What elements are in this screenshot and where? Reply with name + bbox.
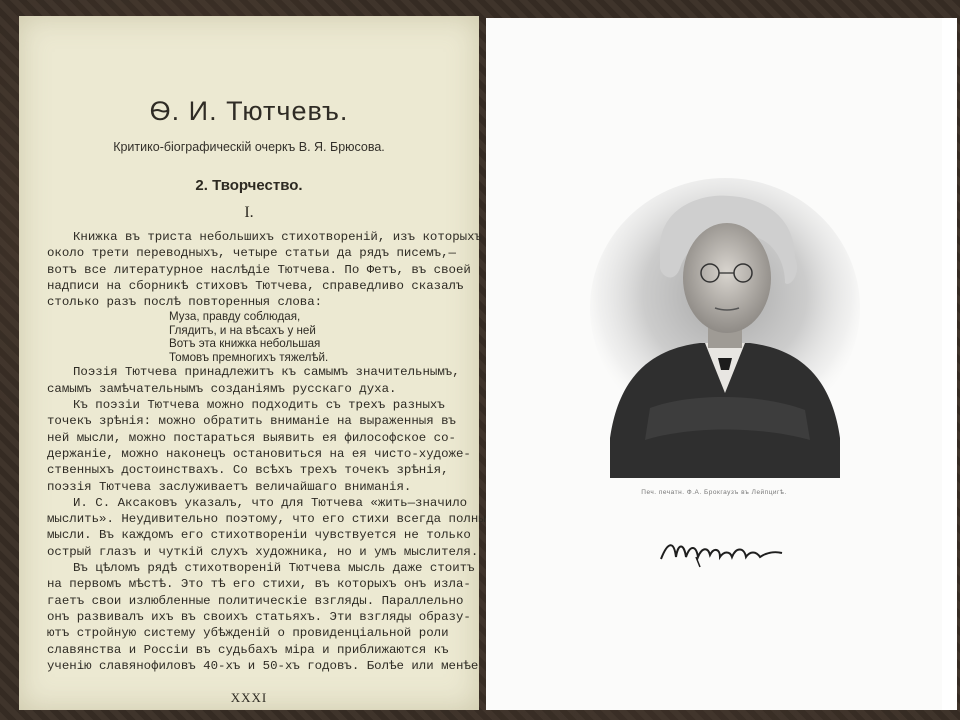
- page-subtitle: Критико-біографическій очеркъ В. Я. Брюсова.: [113, 140, 385, 154]
- text-line: вотъ все литературное наслѣдіе Тютчева. По Фетъ, въ своей: [47, 262, 471, 277]
- text-line: гаетъ свои излюбленные политическіе взгляды. Параллельно: [47, 593, 464, 608]
- text-line: столько разъ послѣ повторенныя слова:: [47, 295, 323, 310]
- text-line: ютъ стройную систему убѣжденій о провиденціальной роли: [47, 626, 449, 641]
- signature-image: [656, 533, 786, 573]
- text-line: точекъ зрѣнія: можно обратить вниманіе на выраженныя въ: [47, 414, 456, 429]
- text-line: ученію славянофиловъ 40-хъ и 50-хъ годовъ. Болѣе или менѣе: [47, 658, 479, 673]
- page-number: XXXI: [230, 690, 268, 705]
- text-line: И. С. Аксаковъ указалъ, что для Тютчева «жить—значило: [73, 495, 468, 510]
- verse-line: Вотъ эта книжка небольшая: [169, 337, 321, 351]
- text-line: Въ цѣломъ рядѣ стихотвореній Тютчева мысль даже стоитъ: [73, 561, 475, 576]
- verse-line: Томовъ премногихъ тяжелѣй.: [169, 350, 329, 364]
- portrait-engraving: [590, 178, 860, 478]
- text-line: острый глазъ и чуткій слухъ художника, но и умъ мыслителя.: [47, 544, 479, 559]
- text-line: Книжка въ триста небольшихъ стихотвореній, изъ которыхъ: [73, 230, 482, 244]
- text-line: Поэзія Тютчева принадлежитъ къ самымъ значительнымъ,: [73, 365, 460, 380]
- section-heading: 2. Творчество.: [195, 177, 303, 194]
- page-title: Ѳ. И. Тютчевъ.: [149, 96, 349, 126]
- verse-quote: [47, 310, 447, 364]
- verse-line: Глядитъ, и на вѣсахъ у ней: [169, 323, 316, 337]
- text-line: держаніе, можно наконецъ остановиться на ея чисто-художе-: [47, 446, 471, 461]
- text-line: около трети переводныхъ, четыре статьи да рядъ писемъ,—: [47, 246, 456, 261]
- text-line: самымъ замѣчательнымъ созданіямъ русскаго духа.: [47, 381, 397, 396]
- text-line: мыслить». Неудивительно поэтому, что его стихи всегда полны: [47, 512, 486, 527]
- left-page: [19, 16, 486, 710]
- right-page: [486, 18, 942, 710]
- text-line: славянства и Россіи въ судьбахъ міра и приближаются къ: [47, 642, 449, 657]
- text-line: Къ поэзіи Тютчева можно подходить съ трехъ разныхъ: [73, 398, 445, 413]
- part-number: I.: [244, 204, 254, 221]
- text-line: онъ развивалъ ихъ въ своихъ статьяхъ. Эти взгляды образу-: [47, 609, 471, 624]
- text-line: поэзія Тютчева заслуживаетъ величайшаго вниманія.: [47, 479, 412, 494]
- text-line: надписи на сборникѣ стиховъ Тютчева, справедливо сказалъ: [47, 278, 464, 293]
- text-line: ственныхъ достоинствахъ. Со всѣхъ трехъ точекъ зрѣнія,: [47, 463, 449, 478]
- text-line: мысли. Въ каждомъ его стихотвореніи чувствуется не только: [47, 528, 471, 543]
- portrait-caption: Печ. печатн. Ф.А. Брокгаузъ въ Лейпцигѣ.: [641, 489, 787, 496]
- body-text: [47, 229, 486, 674]
- text-line: на первомъ мѣстѣ. Это тѣ его стихи, въ которыхъ онъ изла-: [47, 577, 471, 592]
- text-line: ней мысли, можно постараться выявить ея философское со-: [47, 430, 456, 445]
- verse-line: Муза, правду соблюдая,: [169, 310, 301, 324]
